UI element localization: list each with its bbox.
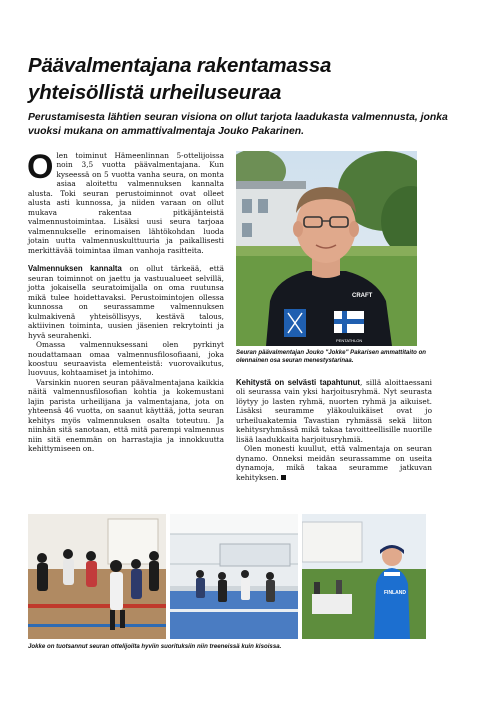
drop-cap: O [27,148,54,186]
paragraph-2 [28,264,224,340]
paragraph-1-text: len toiminut Hämeenlinnan 5-ottelijoissa noin 3,5 vuotta päävalmentajana. Kun kyseessä on 5 vuotta vanha seura, on monta asiaa aloitettu valmennuksen kannalta alusta. Toki seuran perustoiminnot ovat olleet alusta asti kunnossa, ja niiden varaan on ollut mukava rakentaa pitkäjänteistä valmennustoimintaa. Lisäksi uusi seura tarjoaa valmennukselle erinomaisen lähtökohdan luoda jotain uutta valmennuskulttuuria ja paikallisesti merkittävää toimintaa ilman vanhoja rasitteita. [28,151,224,255]
title-line-2: yhteisöllistä urheiluseuraa [28,81,282,104]
portrait-caption: Seuran päävalmentajan Jouko "Jokke" Pakarisen ammattitaito on olennainen osa seuran menestystarinaa. [236,349,427,364]
shirt-pentathlon-text: PENTATHLON [336,338,363,343]
bottom-caption: Jokke on tuotsannut seuran ottelijoilta hyviin suorituksiin niin treeneissä kuin kisoissa. [28,643,282,650]
article-title [28,52,468,106]
text-column-right [236,378,432,482]
shirt-brand-text: CRAFT [352,293,373,299]
paragraph-5-text: , sillä aloittaessani oli seurassa vain yksi harjoitusryhmä. Nyt seurasta löytyy jo lasten ryhmä, nuorten ryhmä ja aikuiset. Lisäksi seuramme yläkouluikäiset ovat jo urheiluakatemia Tavastian ryhmässä sekä liiton kehitysryhmässä mikä takaa tavoitteellisille nuorille lisää laadukkaita harjoitusryhmiä. [236,378,432,444]
paragraph-5-lead: Kehitystä on selvästi tapahtunut [236,378,361,387]
paragraph-1 [27,148,224,255]
paragraph-5 [236,378,432,444]
text-column-left [27,148,224,454]
paragraph-2-lead: Valmennuksen kannalta [28,264,122,274]
paragraph-6 [236,444,432,482]
paragraph-2-text: on ollut tärkeää, että seuran toiminnot on jaettu ja vastuualueet selvillä, jotta jokaisella seuratoimijalla on oma ruutunsa mikä tulee hoidettavaksi. Perustoimintojen ollessa kunnossa on seurassamme valmennuksen kulmakivenä yhteisöllisyys, kestävä talous, aktiivinen toiminta, uusien jäsenien rekrytointi ja hyvä seurahenki. [28,264,224,340]
paragraph-6-text: Olen monesti kuullut, että valmentaja on seuran dynamo. Onneksi meidän seurassamme on useita dynamoja, mikä takaa seuramme jatkuvan kehityksen. [236,444,432,482]
jacket-text: FINLAND [384,590,406,596]
training-hall-photo [28,514,166,639]
title-line-1: Päävalmentajana rakentamassa [28,54,332,77]
portrait-photo [236,151,417,346]
sports-hall-photo [170,514,298,639]
end-mark [281,475,286,480]
article-lead: Perustamisesta lähtien seuran visiona on ollut tarjota laadukasta valmennusta, jonka vuoksi mukana on ammattivalmentaja Jouko Pakarinen. [28,112,448,138]
paragraph-3: Omassa valmennuksessani olen pyrkinyt noudattamaan omaa valmennusfilosofiaani, joka koostuu seuraavista elementeistä: vuorovaikutus, luovuus, kohtaamiset ja intohimo. [28,340,224,378]
outdoor-coach-photo [302,514,426,639]
paragraph-4: Varsinkin nuoren seuran päävalmentajana kaikkia näitä valmennusfilosofian kohtia ja kokemustani lajin parista urheilijana ja valmentajana, jota on yhteensä 46 vuotta, on saanut käyttää, jotta seuran kehitys myös valmennuksen osalta toteutuu. Ja niinhän sitä sanotaan, että mitä parempi valmennus niin sitä enemmän on harrastajia ja innokkuutta kehittymiseen on. [28,377,224,454]
